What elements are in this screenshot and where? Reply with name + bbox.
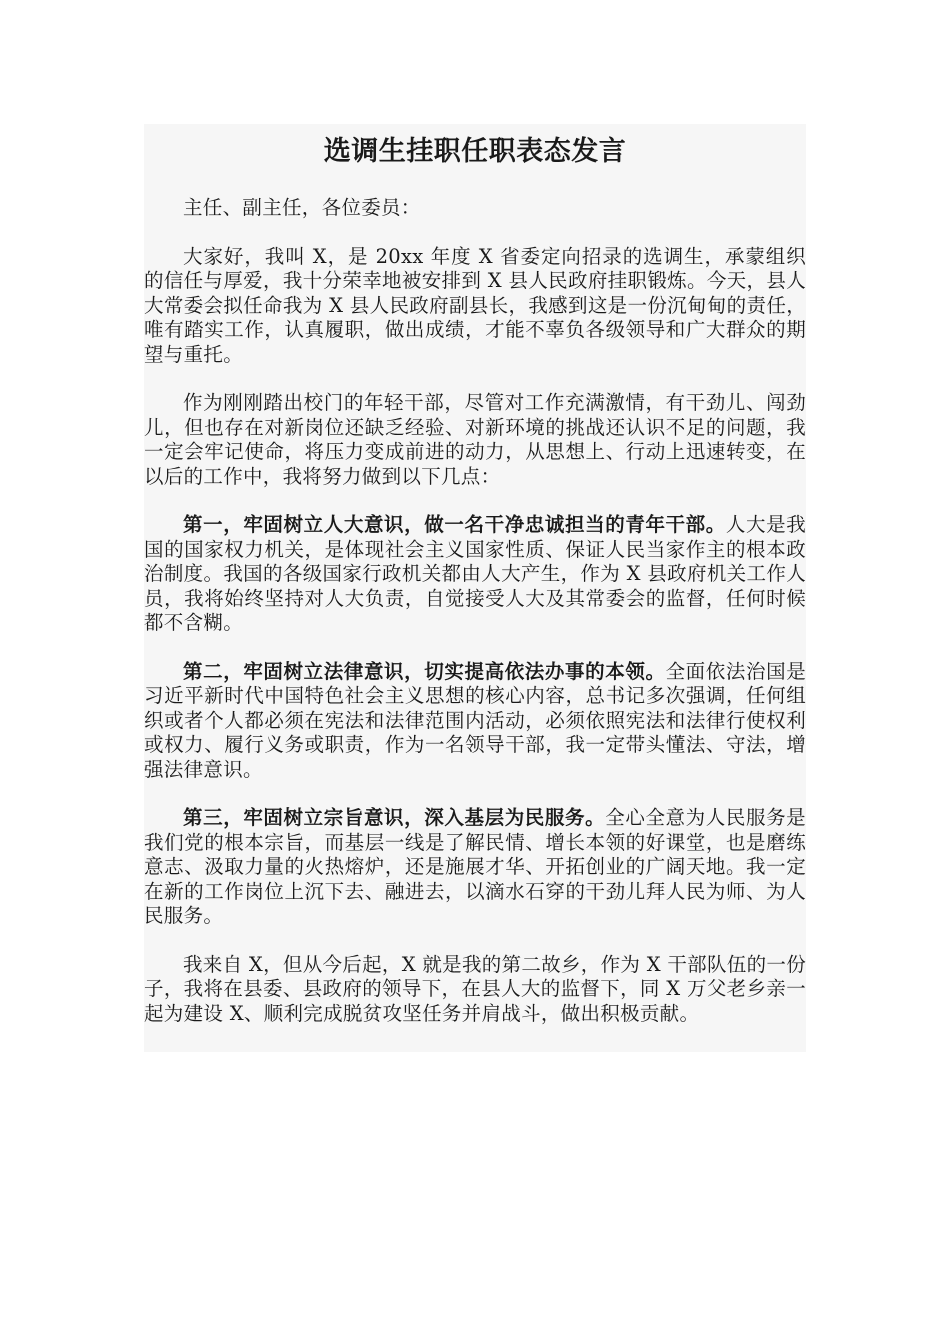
paragraph-point-3 xyxy=(144,806,806,929)
paragraph-text: 我来自 X，但从今后起，X 就是我的第二故乡，作为 X 干部队伍的一份子，我将在县委、县政府的领导下，在县人大的监督下，同 X 万父老乡亲一起为建设 X、顺利完成脱贫攻坚任务并肩战斗，做出积极贡献。 xyxy=(144,952,806,1025)
greeting: 主任、副主任，各位委员： xyxy=(183,196,421,219)
paragraph-closing xyxy=(144,953,806,1027)
paragraph-text: 人大是我国的国家权力机关，是体现社会主义国家性质、保证人民当家作主的根本政治制度。我国的各级国家行政机关都由人大产生，作为 X 县政府机关工作人员，我将始终坚持对人大负责，自觉接受人大及其常委会的监督，任何时候都不含糊。 xyxy=(144,513,806,634)
paragraph-text: 作为刚刚踏出校门的年轻干部，尽管对工作充满激情，有干劲儿、闯劲儿，但也存在对新岗位还缺乏经验、对新环境的挑战还认识不足的问题，我一定会牢记使命，将压力变成前进的动力，从思想上、行动上迅速转变，在以后的工作中，我将努力做到以下几点： xyxy=(144,391,806,488)
paragraph-lead: 第一，牢固树立人大意识，做一名干净忠诚担当的青年干部。 xyxy=(183,513,726,536)
paragraph-text: 全面依法治国是习近平新时代中国特色社会主义思想的核心内容，总书记多次强调，任何组织或者个人都必须在宪法和法律范围内活动，必须依照宪法和法律行使权利或权力、履行义务或职责，作为一名领导干部，我一定带头懂法、守法，增强法律意识。 xyxy=(144,659,807,781)
document-page xyxy=(144,124,806,1052)
paragraph-lead: 第二，牢固树立法律意识，切实提高依法办事的本领。 xyxy=(183,659,666,683)
paragraph-point-2 xyxy=(144,660,806,783)
paragraph-lead: 第三，牢固树立宗旨意识，深入基层为民服务。 xyxy=(183,806,606,829)
paragraph-intro xyxy=(144,245,806,368)
paragraph-resolve xyxy=(144,391,806,489)
paragraph-text: 全心全意为人民服务是我们党的根本宗旨，而基层一线是了解民情、增长本领的好课堂，也是磨练意志、汲取力量的火热熔炉，还是施展才华、开拓创业的广阔天地。我一定在新的工作岗位上沉下去、融进去，以滴水石穿的干劲儿拜人民为师、为人民服务。 xyxy=(144,806,806,927)
paragraph-point-1 xyxy=(144,513,806,636)
document-title: 选调生挂职任职表态发言 xyxy=(323,136,627,167)
paragraph-text: 大家好，我叫 X，是 20xx 年度 X 省委定向招录的选调生，承蒙组织的信任与厚爱，我十分荣幸地被安排到 X 县人民政府挂职锻炼。今天，县人大常委会拟任命我为 X 县人民政府副县长，我感到这是一份沉甸甸的责任，唯有踏实工作，认真履职，做出成绩，才能不辜负各级领导和广大群众的期望与重托。 xyxy=(144,244,806,366)
